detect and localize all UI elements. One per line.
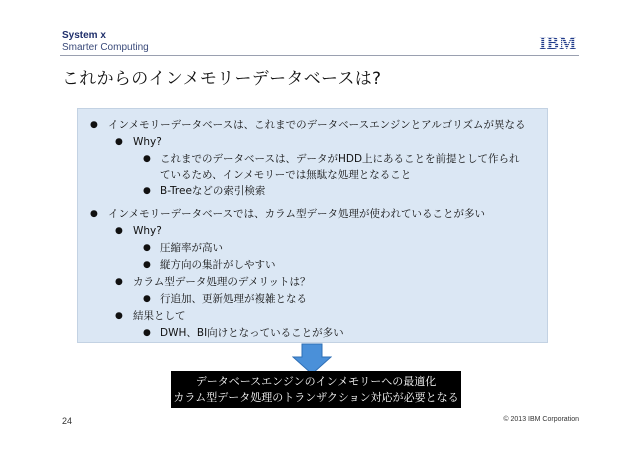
brand-smarter-computing: Smarter Computing bbox=[62, 42, 149, 53]
bullet-marker: ● bbox=[115, 277, 123, 287]
header-divider bbox=[60, 55, 579, 56]
ibm-logo bbox=[539, 34, 577, 51]
bullet-text-level-2: 結果として bbox=[133, 310, 186, 322]
bullet-marker: ● bbox=[143, 243, 151, 253]
bullet-text-level-2: Why? bbox=[133, 225, 162, 237]
bullet-text-level-3: 行追加、更新処理が複雑となる bbox=[160, 293, 307, 305]
bullet-text-level-2: カラム型データ処理のデメリットは？ bbox=[133, 276, 311, 288]
bullet-marker: ● bbox=[90, 120, 98, 130]
bullet-marker: ● bbox=[115, 311, 123, 321]
brand-system-x: System x bbox=[62, 30, 106, 41]
bullet-text-level-1: インメモリーデータベースでは、カラム型データ処理が使われていることが多い bbox=[108, 208, 486, 220]
bullet-marker: ● bbox=[143, 328, 151, 338]
bullet-text-continued: ているため、インメモリーでは無駄な処理となること bbox=[160, 169, 412, 181]
callout-line-1: データベースエンジンのインメモリーへの最適化 bbox=[195, 375, 437, 388]
bullet-marker: ● bbox=[115, 137, 123, 147]
bullet-text-level-3: DWH、BI向けとなっていることが多い bbox=[160, 327, 344, 339]
bullet-text-level-3: B-Treeなどの索引検索 bbox=[160, 185, 266, 197]
bullet-text-level-3: 圧縮率が高い bbox=[160, 242, 223, 254]
bullet-marker: ● bbox=[143, 294, 151, 304]
page-title: これからのインメモリーデータベースは? bbox=[62, 69, 382, 89]
page-number: 24 bbox=[62, 416, 73, 426]
bullet-text-level-3: これまでのデータベースは、データがHDD上にあることを前提として作られ bbox=[160, 153, 520, 165]
bullet-text-level-1: インメモリーデータベースは、これまでのデータベースエンジンとアルゴリズムが異なる bbox=[108, 119, 526, 131]
bullet-marker: ● bbox=[143, 260, 151, 270]
bullet-marker: ● bbox=[143, 154, 151, 164]
bullet-text-level-3: 縦方向の集計がしやすい bbox=[160, 259, 276, 271]
summary-callout bbox=[171, 371, 461, 408]
callout-line-2: カラム型データ処理のトランザクション対応が必要となる bbox=[173, 391, 459, 404]
bullet-marker: ● bbox=[115, 226, 123, 236]
bullet-text-level-2: Why? bbox=[133, 136, 162, 148]
copyright-notice: © 2013 IBM Corporation bbox=[503, 416, 579, 423]
bullet-marker: ● bbox=[143, 186, 151, 196]
bullet-marker: ● bbox=[90, 209, 98, 219]
